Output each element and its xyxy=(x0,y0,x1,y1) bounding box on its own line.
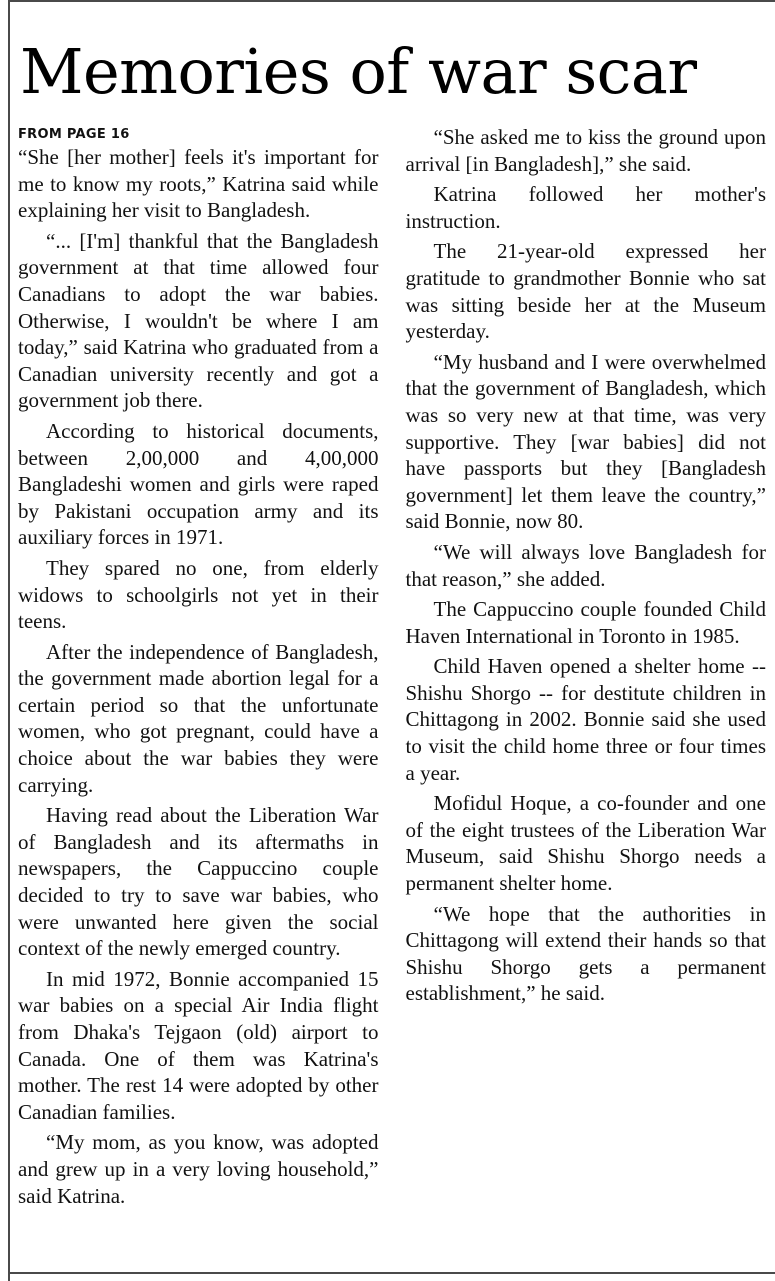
left-border-rule xyxy=(8,0,10,1281)
paragraph: Katrina followed her mother's instruction. xyxy=(405,182,766,233)
paragraph: According to historical documents, between 2,00,000 and 4,00,000 Bangladeshi women and girls were raped by Pakistani occupation army and its auxiliary forces in 1971. xyxy=(18,418,379,550)
paragraph: “My husband and I were overwhelmed that the government of Bangladesh, which was so very new at that time, was very supportive. They [war babies] did not have passports but they [Bangladesh government] let them leave the country,” said Bonnie, now 80. xyxy=(405,349,766,534)
paragraph: Having read about the Liberation War of Bangladesh and its aftermaths in newspapers, the Cappuccino couple decided to try to save war babies, who were unwanted here given the social context of the newly emerged country. xyxy=(18,803,379,961)
paragraph: “She asked me to kiss the ground upon arrival [in Bangladesh],” she said. xyxy=(405,125,766,176)
paragraph: “We hope that the authorities in Chittagong will extend their hands so that Shishu Shorgo gets a permanent establishment,” he said. xyxy=(405,901,766,1006)
paragraph: “My mom, as you know, was adopted and grew up in a very loving household,” said Katrina. xyxy=(18,1130,379,1208)
paragraph: “She [her mother] feels it's important for me to know my roots,” Katrina said while explaining her visit to Bangladesh. xyxy=(18,145,379,223)
paragraph: After the independence of Bangladesh, the government made abortion legal for a certain period so that the unfortunate women, who got pregnant, could have a choice about the war babies they were carrying. xyxy=(18,639,379,797)
article-body xyxy=(18,124,766,1264)
paragraph: “We will always love Bangladesh for that reason,” she added. xyxy=(405,539,766,591)
bottom-border-rule xyxy=(8,1272,775,1274)
headline: Memories of war scar xyxy=(20,35,697,108)
paragraph: They spared no one, from elderly widows to schoolgirls not yet in their teens. xyxy=(18,555,379,634)
paragraph: Mofidul Hoque, a co-founder and one of the eight trustees of the Liberation War Museum, said Shishu Shorgo needs a permanent shelter home. xyxy=(405,791,766,896)
paragraph: “... [I'm] thankful that the Bangladesh government at that time allowed four Canadians to adopt the war babies. Otherwise, I wouldn't be where I am today,” said Katrina who graduated from a Canadian university recently and got a government job there. xyxy=(18,228,379,413)
paragraph: The 21-year-old expressed her gratitude to grandmother Bonnie who sat was sitting beside her at the Museum yesterday. xyxy=(405,239,766,344)
jump-label: FROM PAGE 16 xyxy=(18,127,130,142)
paragraph: In mid 1972, Bonnie accompanied 15 war babies on a special Air India flight from Dhaka's Tejgaon (old) airport to Canada. One of them was Katrina's mother. The rest 14 were adopted by other Canadian families. xyxy=(18,966,379,1124)
paragraph: Child Haven opened a shelter home -- Shishu Shorgo -- for destitute children in Chittagong in 2002. Bonnie said she used to visit the child home three or four times a year. xyxy=(405,654,766,785)
paragraph: The Cappuccino couple founded Child Haven International in Toronto in 1985. xyxy=(405,597,766,648)
top-border-rule xyxy=(8,0,775,2)
